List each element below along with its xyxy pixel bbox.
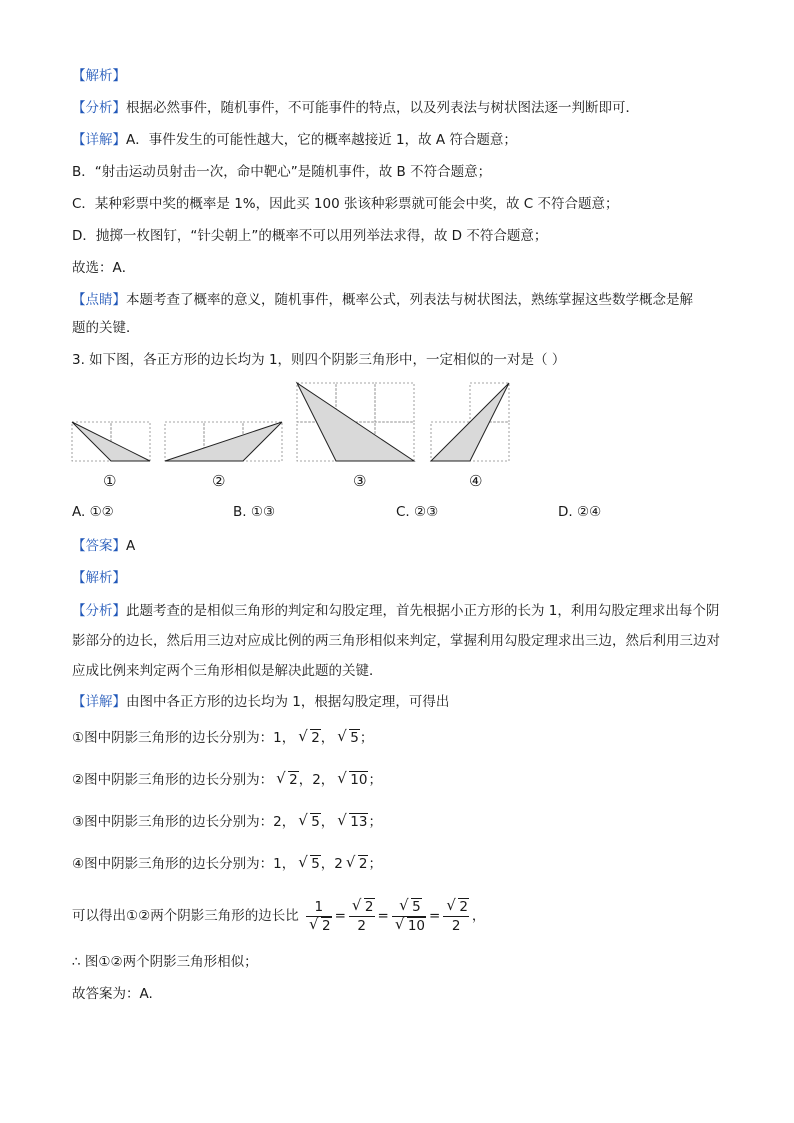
ratio-fraction-4: √ $\frac{2}{2}$ <box>443 898 469 935</box>
question-3: 3. 如下图，各正方形的边长均为 1，则四个阴影三角形中，一定相似的一对是（ ） <box>72 352 566 368</box>
figure-label-1: ① <box>103 472 117 490</box>
side-lengths-3: ③图中阴影三角形的边长分别为：2，√ 5，√ 13； <box>72 812 382 832</box>
detail-line-d: D．抛掷一枚图钉，“针尖朝上”的概率不可以用列举法求得，故 D 不符合题意； <box>72 228 548 244</box>
figure-label-4: ④ <box>469 472 483 490</box>
similar-triangles-figure <box>0 378 794 468</box>
option-b: B. ①③ <box>233 504 276 520</box>
option-a: A. ①② <box>72 504 114 520</box>
ratio-fraction-3: √ 5 √ 10 <box>392 898 426 935</box>
figure-label-2: ② <box>212 472 226 490</box>
final-answer-line: 故答案为：A. <box>72 986 153 1002</box>
option-d: D. ②④ <box>558 504 602 520</box>
side-lengths-2: ②图中阴影三角形的边长分别为：√ 2，2，√ 10； <box>72 770 382 790</box>
ratio-fraction-1: 1 √ 2 <box>306 898 332 935</box>
choice-line: 故选：A． <box>72 260 136 276</box>
detail-line-c: C．某种彩票中奖的概率是 1%，因此买 100 张该种彩票就可能会中奖，故 C 不符合题意； <box>72 196 619 212</box>
analysis-heading-2: 【解析】 <box>72 570 126 586</box>
answer-line: 【答案】A <box>72 538 136 554</box>
analysis-paragraph-2: 【分析】此题考查的是相似三角形的判定和勾股定理，首先根据小正方形的长为 1，利用勾股定理求出每个阴影部分的边长，然后用三边对应成比例的两三角形相似来判定，掌握利用勾股定理求出三边，然后利用三边对应成比例来判定两个三角形相似是解决此题的关键． <box>72 603 720 679</box>
comment-paragraph: 【点睛】本题考查了概率的意义，随机事件，概率公式，列表法与树状图法，熟练掌握这些数学概念是解 <box>72 292 693 308</box>
analysis-paragraph: 【分析】根据必然事件，随机事件，不可能事件的特点，以及列表法与树状图法逐一判断即可． <box>72 100 639 116</box>
ratio-line: 可以得出①②两个阴影三角形的边长比 1 √ 2 = √ $\frac{2}{2}$ = √ 5 √ 10 = √ $\frac{2}{2}$ ， <box>72 896 485 936</box>
detail-line-b: B．“射击运动员射击一次，命中靶心”是随机事件，故 B 不符合题意； <box>72 164 492 180</box>
conclusion-line: ∴ 图①②两个阴影三角形相似； <box>72 954 258 970</box>
ratio-fraction-2: √ $\frac{2}{2}$ <box>349 898 375 935</box>
detail-intro: 【详解】由图中各正方形的边长均为 1，根据勾股定理，可得出 <box>72 694 450 710</box>
side-lengths-4: ④图中阴影三角形的边长分别为：1，√ 5，2√ 2； <box>72 854 382 874</box>
figure-label-3: ③ <box>353 472 367 490</box>
triangle-2 <box>165 422 282 461</box>
side-lengths-1: ①图中阴影三角形的边长分别为：1，√ 2，√ 5； <box>72 728 373 748</box>
detail-line-a: 【详解】A．事件发生的可能性越大，它的概率越接近 1，故 A 符合题意； <box>72 132 517 148</box>
option-c: C. ②③ <box>396 504 439 520</box>
analysis-heading: 【解析】 <box>72 68 126 84</box>
comment-continuation: 题的关键． <box>72 320 140 336</box>
